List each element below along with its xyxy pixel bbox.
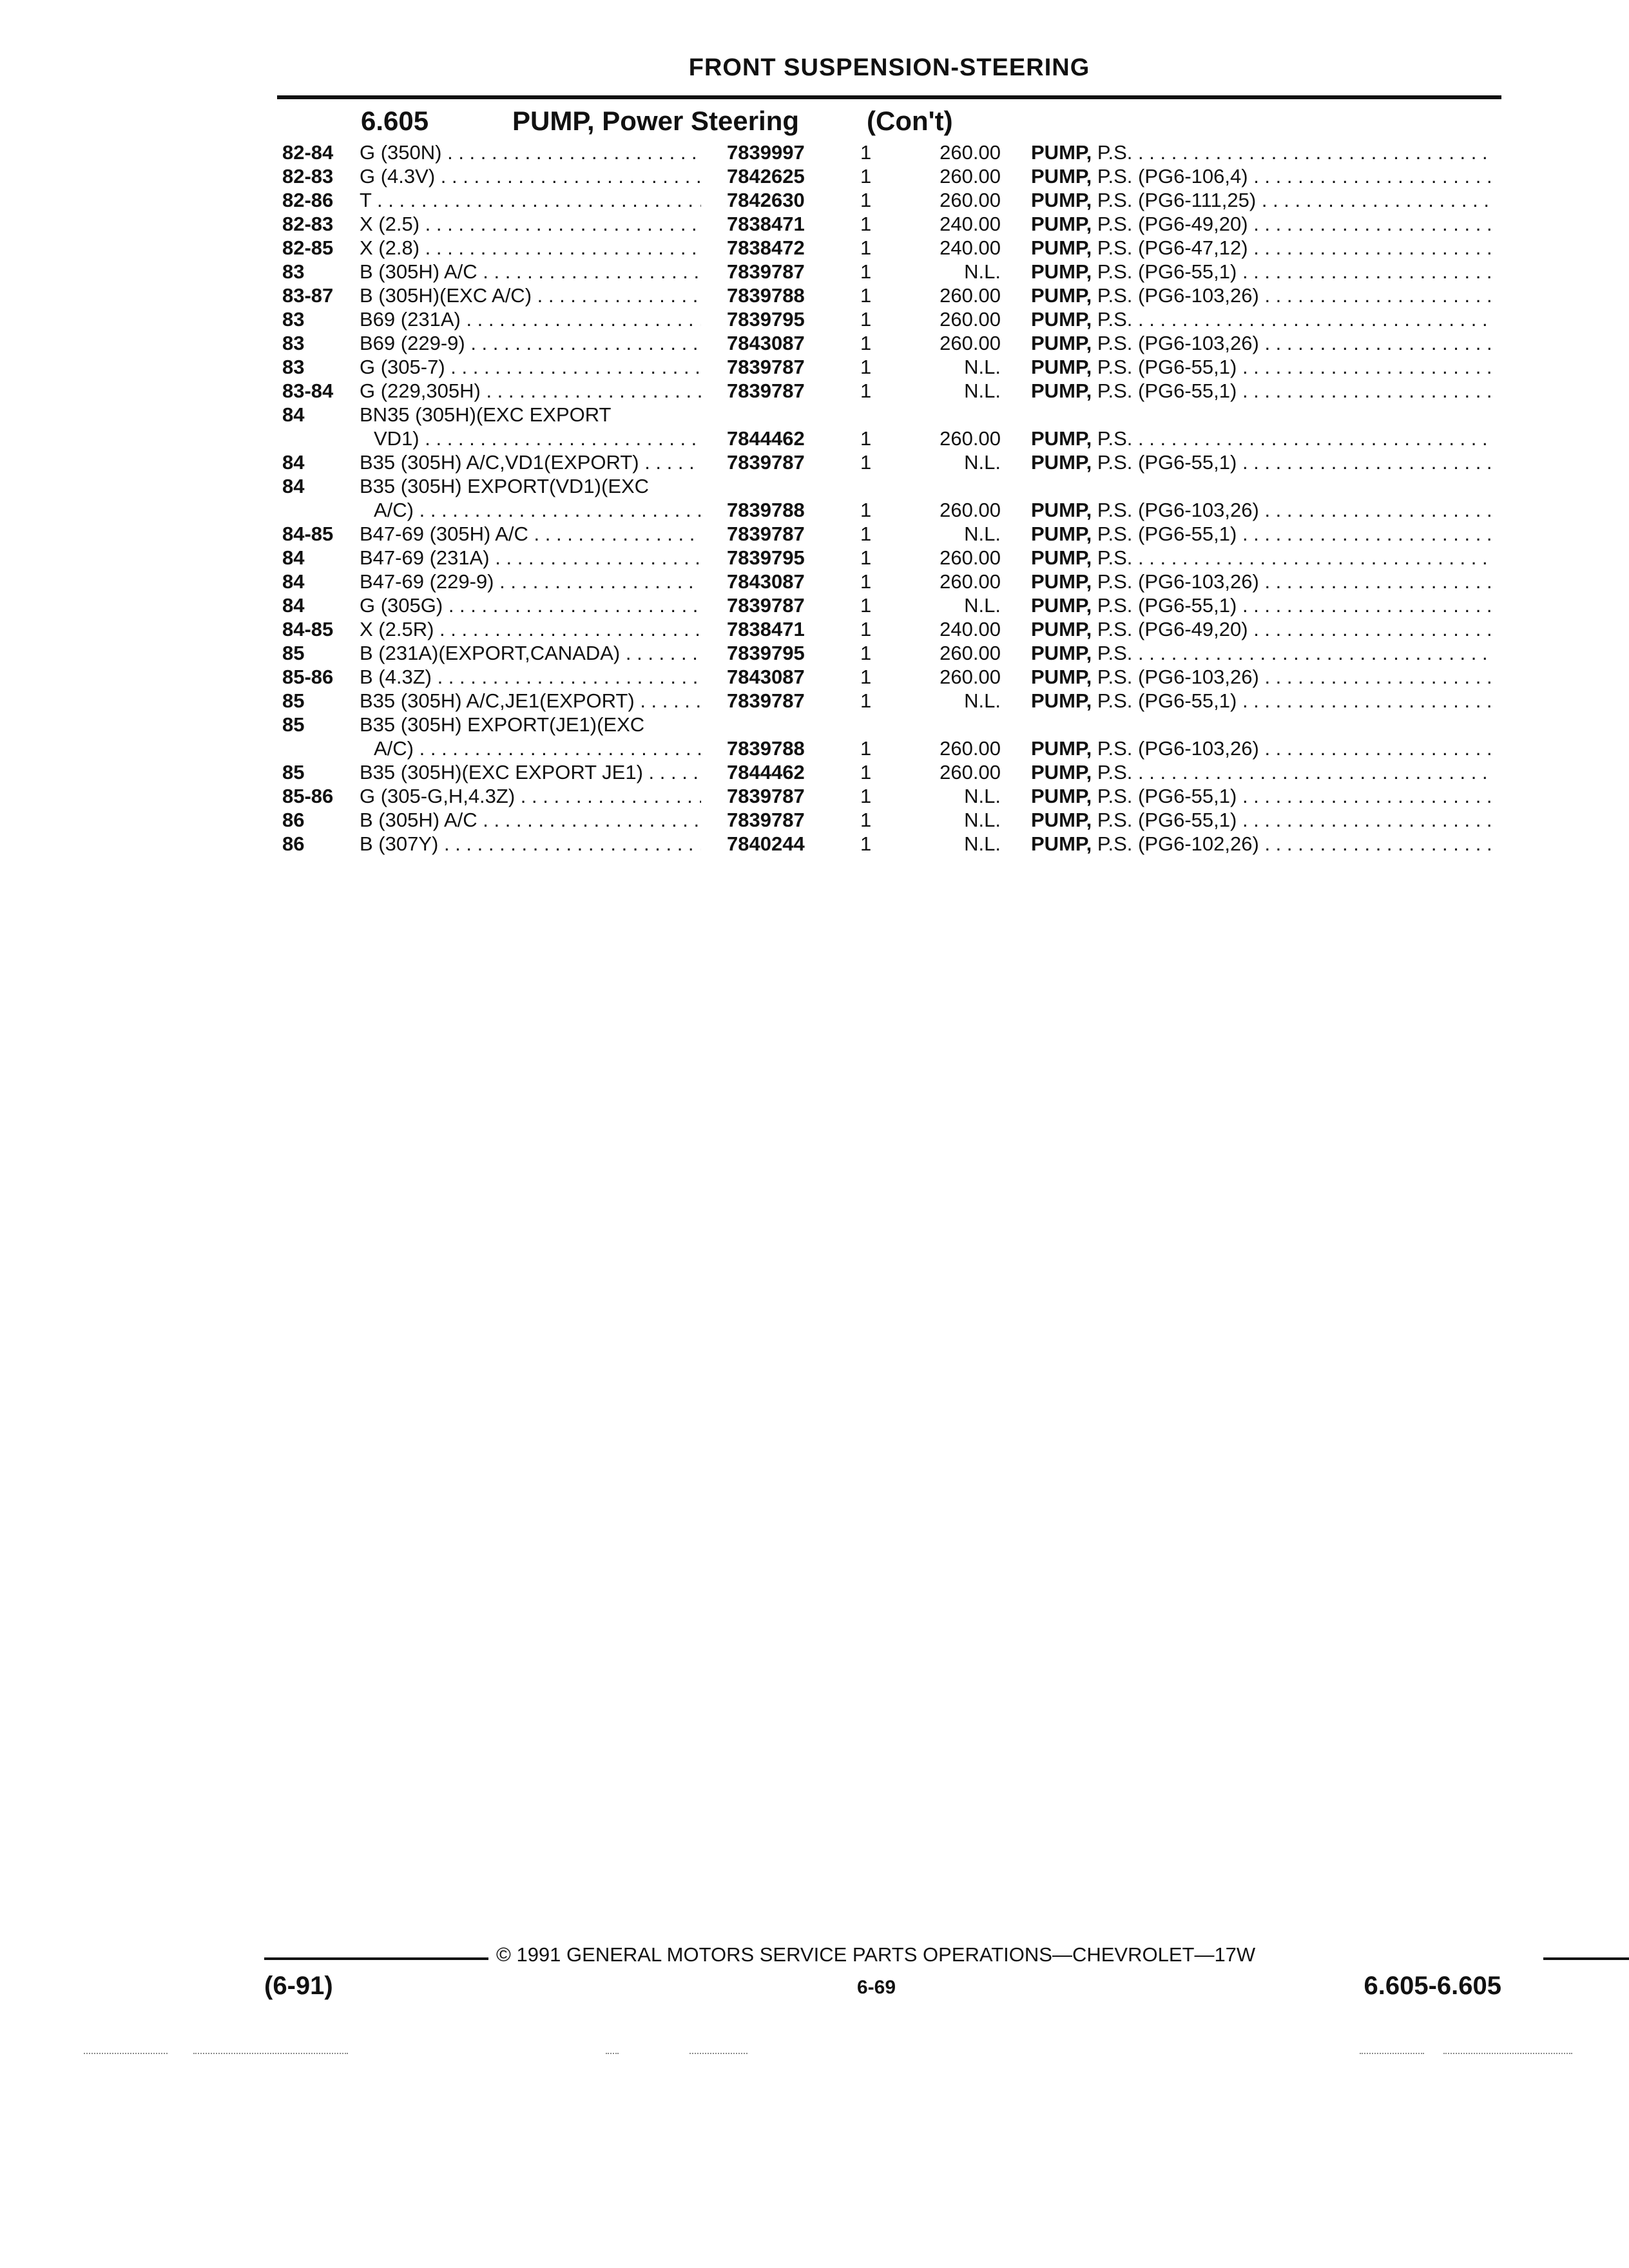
row-part-number: 7839787 bbox=[727, 785, 805, 807]
table-row bbox=[0, 427, 1629, 450]
table-row bbox=[0, 164, 1629, 188]
row-price: 260.00 bbox=[940, 308, 1001, 331]
row-year: 84 bbox=[282, 594, 305, 617]
row-year: 83 bbox=[282, 308, 305, 331]
row-description-bold: PUMP, bbox=[1031, 427, 1092, 450]
row-price: 260.00 bbox=[940, 546, 1001, 569]
row-part-number: 7838471 bbox=[727, 213, 805, 235]
table-row bbox=[0, 665, 1629, 689]
row-model: B (231A)(EXPORT,CANADA) . . . bbox=[360, 641, 701, 665]
row-quantity: 1 bbox=[860, 809, 872, 831]
row-quantity: 1 bbox=[860, 618, 872, 640]
row-description bbox=[1031, 307, 1494, 331]
row-part-number: 7843087 bbox=[727, 332, 805, 354]
row-description-bold: PUMP, bbox=[1031, 761, 1092, 783]
row-description-text: P.S. (PG6-47,12) bbox=[1097, 236, 1248, 259]
row-model: VD1) . . . bbox=[374, 427, 701, 450]
row-part-number: 7839788 bbox=[727, 499, 805, 521]
row-description-bold: PUMP, bbox=[1031, 284, 1092, 307]
row-part-number: 7838471 bbox=[727, 618, 805, 640]
row-model: B69 (231A) . . . bbox=[360, 307, 701, 331]
row-description-text: P.S. (PG6-106,4) bbox=[1097, 165, 1248, 187]
row-part-number: 7839795 bbox=[727, 308, 805, 331]
row-part-number: 7839788 bbox=[727, 284, 805, 307]
row-quantity: 1 bbox=[860, 165, 872, 187]
row-description-bold: PUMP, bbox=[1031, 523, 1092, 545]
row-description-bold: PUMP, bbox=[1031, 380, 1092, 402]
table-row bbox=[0, 236, 1629, 260]
row-year: 84 bbox=[282, 475, 305, 497]
row-part-number: 7844462 bbox=[727, 427, 805, 450]
row-description-text: P.S. (PG6-55,1) bbox=[1097, 785, 1237, 807]
section-number: 6.605 bbox=[361, 106, 429, 136]
row-year: 84 bbox=[282, 451, 305, 474]
page-title: FRONT SUSPENSION-STEERING bbox=[688, 54, 1090, 81]
row-description-text: P.S. (PG6-103,26) bbox=[1097, 666, 1259, 688]
footer-section-range: 6.605-6.605 bbox=[1364, 1972, 1501, 2000]
row-year: 85-86 bbox=[282, 666, 334, 688]
page-footer bbox=[264, 1941, 1501, 2018]
row-year: 85 bbox=[282, 761, 305, 783]
row-part-number: 7839787 bbox=[727, 809, 805, 831]
table-row bbox=[0, 641, 1629, 665]
row-description-text: P.S. bbox=[1097, 546, 1133, 569]
row-price: N.L. bbox=[964, 260, 1001, 283]
row-description-text: P.S. (PG6-49,20) bbox=[1097, 213, 1248, 235]
row-description-text: P.S. bbox=[1097, 141, 1133, 164]
row-part-number: 7839787 bbox=[727, 594, 805, 617]
row-description-bold: PUMP, bbox=[1031, 785, 1092, 807]
row-price: N.L. bbox=[964, 380, 1001, 402]
row-part-number: 7843087 bbox=[727, 570, 805, 593]
row-price: 260.00 bbox=[940, 761, 1001, 783]
row-description bbox=[1031, 212, 1494, 236]
row-quantity: 1 bbox=[860, 260, 872, 283]
row-price: N.L. bbox=[964, 523, 1001, 545]
row-description bbox=[1031, 760, 1494, 784]
row-description-text: P.S. (PG6-49,20) bbox=[1097, 618, 1248, 640]
row-description bbox=[1031, 665, 1494, 689]
row-description-bold: PUMP, bbox=[1031, 570, 1092, 593]
row-description bbox=[1031, 188, 1494, 212]
row-description bbox=[1031, 236, 1494, 260]
table-row bbox=[0, 450, 1629, 474]
row-year: 85 bbox=[282, 642, 305, 664]
table-row bbox=[0, 736, 1629, 760]
row-model: B35 (305H)(EXC EXPORT JE1) . . . bbox=[360, 760, 701, 784]
row-model: B47-69 (231A) . . . bbox=[360, 546, 701, 570]
row-description-text: P.S. (PG6-111,25) bbox=[1097, 189, 1257, 211]
row-quantity: 1 bbox=[860, 737, 872, 760]
row-description bbox=[1031, 593, 1494, 617]
row-year: 82-86 bbox=[282, 189, 334, 211]
table-row bbox=[0, 212, 1629, 236]
row-price: 240.00 bbox=[940, 236, 1001, 259]
row-price: 260.00 bbox=[940, 570, 1001, 593]
row-description-text: P.S. (PG6-103,26) bbox=[1097, 284, 1259, 307]
row-part-number: 7839787 bbox=[727, 380, 805, 402]
row-description-text: P.S. bbox=[1097, 761, 1133, 783]
row-part-number: 7839787 bbox=[727, 451, 805, 474]
row-quantity: 1 bbox=[860, 689, 872, 712]
scan-artifact-marks bbox=[0, 2053, 1629, 2058]
row-quantity: 1 bbox=[860, 499, 872, 521]
row-model: B47-69 (305H) A/C . . . bbox=[360, 522, 701, 546]
row-description-text: P.S. bbox=[1097, 427, 1133, 450]
row-description bbox=[1031, 498, 1494, 522]
row-price: 260.00 bbox=[940, 189, 1001, 211]
row-description bbox=[1031, 832, 1494, 856]
row-model: X (2.5R) . . . bbox=[360, 617, 701, 641]
table-row bbox=[0, 474, 1629, 498]
footer-copyright: © 1991 GENERAL MOTORS SERVICE PARTS OPERATIONS—CHEVROLET—17W bbox=[496, 1943, 1256, 1966]
row-year: 82-85 bbox=[282, 236, 334, 259]
row-description bbox=[1031, 379, 1494, 403]
row-quantity: 1 bbox=[860, 832, 872, 855]
row-price: N.L. bbox=[964, 356, 1001, 378]
row-quantity: 1 bbox=[860, 546, 872, 569]
row-price: 260.00 bbox=[940, 284, 1001, 307]
row-model: G (305-G,H,4.3Z) . . . bbox=[360, 784, 701, 808]
row-year: 85 bbox=[282, 713, 305, 736]
row-description bbox=[1031, 140, 1494, 164]
row-year: 83 bbox=[282, 356, 305, 378]
table-row bbox=[0, 331, 1629, 355]
row-description-bold: PUMP, bbox=[1031, 451, 1092, 474]
row-price: 260.00 bbox=[940, 499, 1001, 521]
row-model: B69 (229-9) . . . bbox=[360, 331, 701, 355]
row-year: 82-83 bbox=[282, 165, 334, 187]
row-description bbox=[1031, 546, 1494, 570]
row-year: 84-85 bbox=[282, 618, 334, 640]
row-description bbox=[1031, 164, 1494, 188]
row-model: B47-69 (229-9) . . . bbox=[360, 570, 701, 593]
row-model: B (305H)(EXC A/C) . . . bbox=[360, 284, 701, 307]
row-model: B35 (305H) EXPORT(JE1)(EXC bbox=[360, 713, 645, 736]
row-description-text: P.S. (PG6-55,1) bbox=[1097, 356, 1237, 378]
row-model: B (307Y) . . . bbox=[360, 832, 701, 856]
row-model: G (305-7) . . . bbox=[360, 355, 701, 379]
page-header bbox=[277, 50, 1501, 99]
row-part-number: 7839787 bbox=[727, 260, 805, 283]
row-model: T . . . bbox=[360, 188, 701, 212]
row-model: G (350N) . . . bbox=[360, 140, 701, 164]
row-year: 83 bbox=[282, 332, 305, 354]
row-year: 83-87 bbox=[282, 284, 334, 307]
row-year: 84 bbox=[282, 403, 305, 426]
row-description bbox=[1031, 808, 1494, 832]
row-description-text: P.S. bbox=[1097, 308, 1133, 331]
row-price: 260.00 bbox=[940, 642, 1001, 664]
row-part-number: 7843087 bbox=[727, 666, 805, 688]
row-quantity: 1 bbox=[860, 451, 872, 474]
row-quantity: 1 bbox=[860, 785, 872, 807]
parts-list bbox=[0, 140, 1629, 856]
row-description-bold: PUMP, bbox=[1031, 499, 1092, 521]
row-year: 82-84 bbox=[282, 141, 334, 164]
row-description bbox=[1031, 331, 1494, 355]
row-price: N.L. bbox=[964, 451, 1001, 474]
row-description-bold: PUMP, bbox=[1031, 737, 1092, 760]
table-row bbox=[0, 307, 1629, 331]
row-description bbox=[1031, 617, 1494, 641]
table-row bbox=[0, 832, 1629, 856]
row-description-text: P.S. (PG6-103,26) bbox=[1097, 332, 1259, 354]
row-part-number: 7840244 bbox=[727, 832, 805, 855]
row-quantity: 1 bbox=[860, 213, 872, 235]
row-description-bold: PUMP, bbox=[1031, 308, 1092, 331]
row-description-text: P.S. (PG6-55,1) bbox=[1097, 523, 1237, 545]
row-year: 85 bbox=[282, 689, 305, 712]
table-row bbox=[0, 284, 1629, 307]
table-row bbox=[0, 784, 1629, 808]
row-description-bold: PUMP, bbox=[1031, 165, 1092, 187]
row-model: B35 (305H) EXPORT(VD1)(EXC bbox=[360, 475, 650, 497]
footer-rule-left bbox=[264, 1957, 488, 1960]
row-model: X (2.5) . . . bbox=[360, 212, 701, 236]
row-part-number: 7844462 bbox=[727, 761, 805, 783]
row-description-bold: PUMP, bbox=[1031, 618, 1092, 640]
row-quantity: 1 bbox=[860, 284, 872, 307]
table-row bbox=[0, 403, 1629, 427]
row-description-bold: PUMP, bbox=[1031, 141, 1092, 164]
row-price: 240.00 bbox=[940, 213, 1001, 235]
row-description bbox=[1031, 427, 1494, 450]
row-price: 260.00 bbox=[940, 737, 1001, 760]
table-row bbox=[0, 689, 1629, 713]
row-description-bold: PUMP, bbox=[1031, 809, 1092, 831]
row-quantity: 1 bbox=[860, 332, 872, 354]
row-quantity: 1 bbox=[860, 570, 872, 593]
row-price: N.L. bbox=[964, 594, 1001, 617]
row-description-bold: PUMP, bbox=[1031, 189, 1092, 211]
row-description bbox=[1031, 784, 1494, 808]
row-model: G (305G) . . . bbox=[360, 593, 701, 617]
footer-rule-right bbox=[1543, 1957, 1629, 1960]
row-description-text: P.S. (PG6-103,26) bbox=[1097, 499, 1259, 521]
row-part-number: 7839997 bbox=[727, 141, 805, 164]
row-description bbox=[1031, 736, 1494, 760]
row-year: 86 bbox=[282, 809, 305, 831]
row-description-text: P.S. (PG6-55,1) bbox=[1097, 260, 1237, 283]
row-quantity: 1 bbox=[860, 427, 872, 450]
row-model: BN35 (305H)(EXC EXPORT bbox=[360, 403, 612, 426]
row-price: 260.00 bbox=[940, 141, 1001, 164]
row-price: 260.00 bbox=[940, 332, 1001, 354]
row-description-bold: PUMP, bbox=[1031, 260, 1092, 283]
row-description-text: P.S. (PG6-55,1) bbox=[1097, 380, 1237, 402]
row-description-text: P.S. (PG6-55,1) bbox=[1097, 594, 1237, 617]
row-description bbox=[1031, 450, 1494, 474]
row-price: 240.00 bbox=[940, 618, 1001, 640]
row-description bbox=[1031, 570, 1494, 593]
row-description bbox=[1031, 522, 1494, 546]
row-quantity: 1 bbox=[860, 642, 872, 664]
table-row bbox=[0, 713, 1629, 736]
row-description-text: P.S. (PG6-55,1) bbox=[1097, 451, 1237, 474]
row-model: B (305H) A/C . . . bbox=[360, 808, 701, 832]
table-row bbox=[0, 522, 1629, 546]
row-year: 84 bbox=[282, 546, 305, 569]
row-part-number: 7838472 bbox=[727, 236, 805, 259]
row-description bbox=[1031, 355, 1494, 379]
row-part-number: 7839787 bbox=[727, 356, 805, 378]
row-quantity: 1 bbox=[860, 666, 872, 688]
row-description-text: P.S. (PG6-55,1) bbox=[1097, 689, 1237, 712]
row-description-text: P.S. (PG6-102,26) bbox=[1097, 832, 1259, 855]
row-part-number: 7839788 bbox=[727, 737, 805, 760]
row-description bbox=[1031, 641, 1494, 665]
table-row bbox=[0, 355, 1629, 379]
row-description-text: P.S. bbox=[1097, 642, 1133, 664]
table-row bbox=[0, 188, 1629, 212]
row-quantity: 1 bbox=[860, 141, 872, 164]
row-year: 83 bbox=[282, 260, 305, 283]
row-model: B35 (305H) A/C,VD1(EXPORT) . . . bbox=[360, 450, 701, 474]
row-model: A/C) . . . bbox=[374, 498, 701, 522]
row-description-text: P.S. (PG6-103,26) bbox=[1097, 737, 1259, 760]
row-price: N.L. bbox=[964, 785, 1001, 807]
table-row bbox=[0, 140, 1629, 164]
section-continued: (Con't) bbox=[867, 106, 953, 136]
row-part-number: 7839795 bbox=[727, 546, 805, 569]
row-model: X (2.8) . . . bbox=[360, 236, 701, 260]
row-quantity: 1 bbox=[860, 308, 872, 331]
row-year: 85-86 bbox=[282, 785, 334, 807]
row-description-bold: PUMP, bbox=[1031, 666, 1092, 688]
row-part-number: 7842625 bbox=[727, 165, 805, 187]
row-model: A/C) . . . bbox=[374, 736, 701, 760]
row-model: G (4.3V) . . . bbox=[360, 164, 701, 188]
row-year: 84 bbox=[282, 570, 305, 593]
row-part-number: 7839787 bbox=[727, 523, 805, 545]
table-row bbox=[0, 260, 1629, 284]
row-description-bold: PUMP, bbox=[1031, 594, 1092, 617]
row-quantity: 1 bbox=[860, 523, 872, 545]
section-name: PUMP, Power Steering bbox=[512, 106, 800, 136]
row-description-text: P.S. (PG6-103,26) bbox=[1097, 570, 1259, 593]
row-model: B (4.3Z) . . . bbox=[360, 665, 701, 689]
table-row bbox=[0, 760, 1629, 784]
row-year: 82-83 bbox=[282, 213, 334, 235]
row-part-number: 7842630 bbox=[727, 189, 805, 211]
row-description-bold: PUMP, bbox=[1031, 332, 1092, 354]
row-year: 84-85 bbox=[282, 523, 334, 545]
table-row bbox=[0, 379, 1629, 403]
row-year: 83-84 bbox=[282, 380, 334, 402]
row-description-text: P.S. (PG6-55,1) bbox=[1097, 809, 1237, 831]
row-quantity: 1 bbox=[860, 356, 872, 378]
row-price: N.L. bbox=[964, 809, 1001, 831]
row-quantity: 1 bbox=[860, 189, 872, 211]
row-part-number: 7839787 bbox=[727, 689, 805, 712]
row-price: 260.00 bbox=[940, 427, 1001, 450]
row-price: N.L. bbox=[964, 832, 1001, 855]
row-description-bold: PUMP, bbox=[1031, 213, 1092, 235]
row-quantity: 1 bbox=[860, 236, 872, 259]
row-description-bold: PUMP, bbox=[1031, 546, 1092, 569]
row-year: 86 bbox=[282, 832, 305, 855]
table-row bbox=[0, 593, 1629, 617]
table-row bbox=[0, 808, 1629, 832]
row-quantity: 1 bbox=[860, 761, 872, 783]
row-description bbox=[1031, 689, 1494, 713]
row-model: G (229,305H) . . . bbox=[360, 379, 701, 403]
row-price: N.L. bbox=[964, 689, 1001, 712]
row-quantity: 1 bbox=[860, 594, 872, 617]
row-description bbox=[1031, 284, 1494, 307]
row-model: B (305H) A/C . . . bbox=[360, 260, 701, 284]
table-row bbox=[0, 546, 1629, 570]
row-description-bold: PUMP, bbox=[1031, 236, 1092, 259]
table-row bbox=[0, 498, 1629, 522]
row-model: B35 (305H) A/C,JE1(EXPORT) . . . bbox=[360, 689, 701, 713]
table-row bbox=[0, 570, 1629, 593]
footer-page-number: 6-69 bbox=[857, 1977, 896, 1998]
row-part-number: 7839795 bbox=[727, 642, 805, 664]
footer-date-code: (6-91) bbox=[264, 1972, 333, 2000]
row-price: 260.00 bbox=[940, 666, 1001, 688]
table-row bbox=[0, 617, 1629, 641]
row-description-bold: PUMP, bbox=[1031, 832, 1092, 855]
row-price: 260.00 bbox=[940, 165, 1001, 187]
row-description-bold: PUMP, bbox=[1031, 689, 1092, 712]
row-description-bold: PUMP, bbox=[1031, 642, 1092, 664]
row-description-bold: PUMP, bbox=[1031, 356, 1092, 378]
row-quantity: 1 bbox=[860, 380, 872, 402]
row-description bbox=[1031, 260, 1494, 284]
